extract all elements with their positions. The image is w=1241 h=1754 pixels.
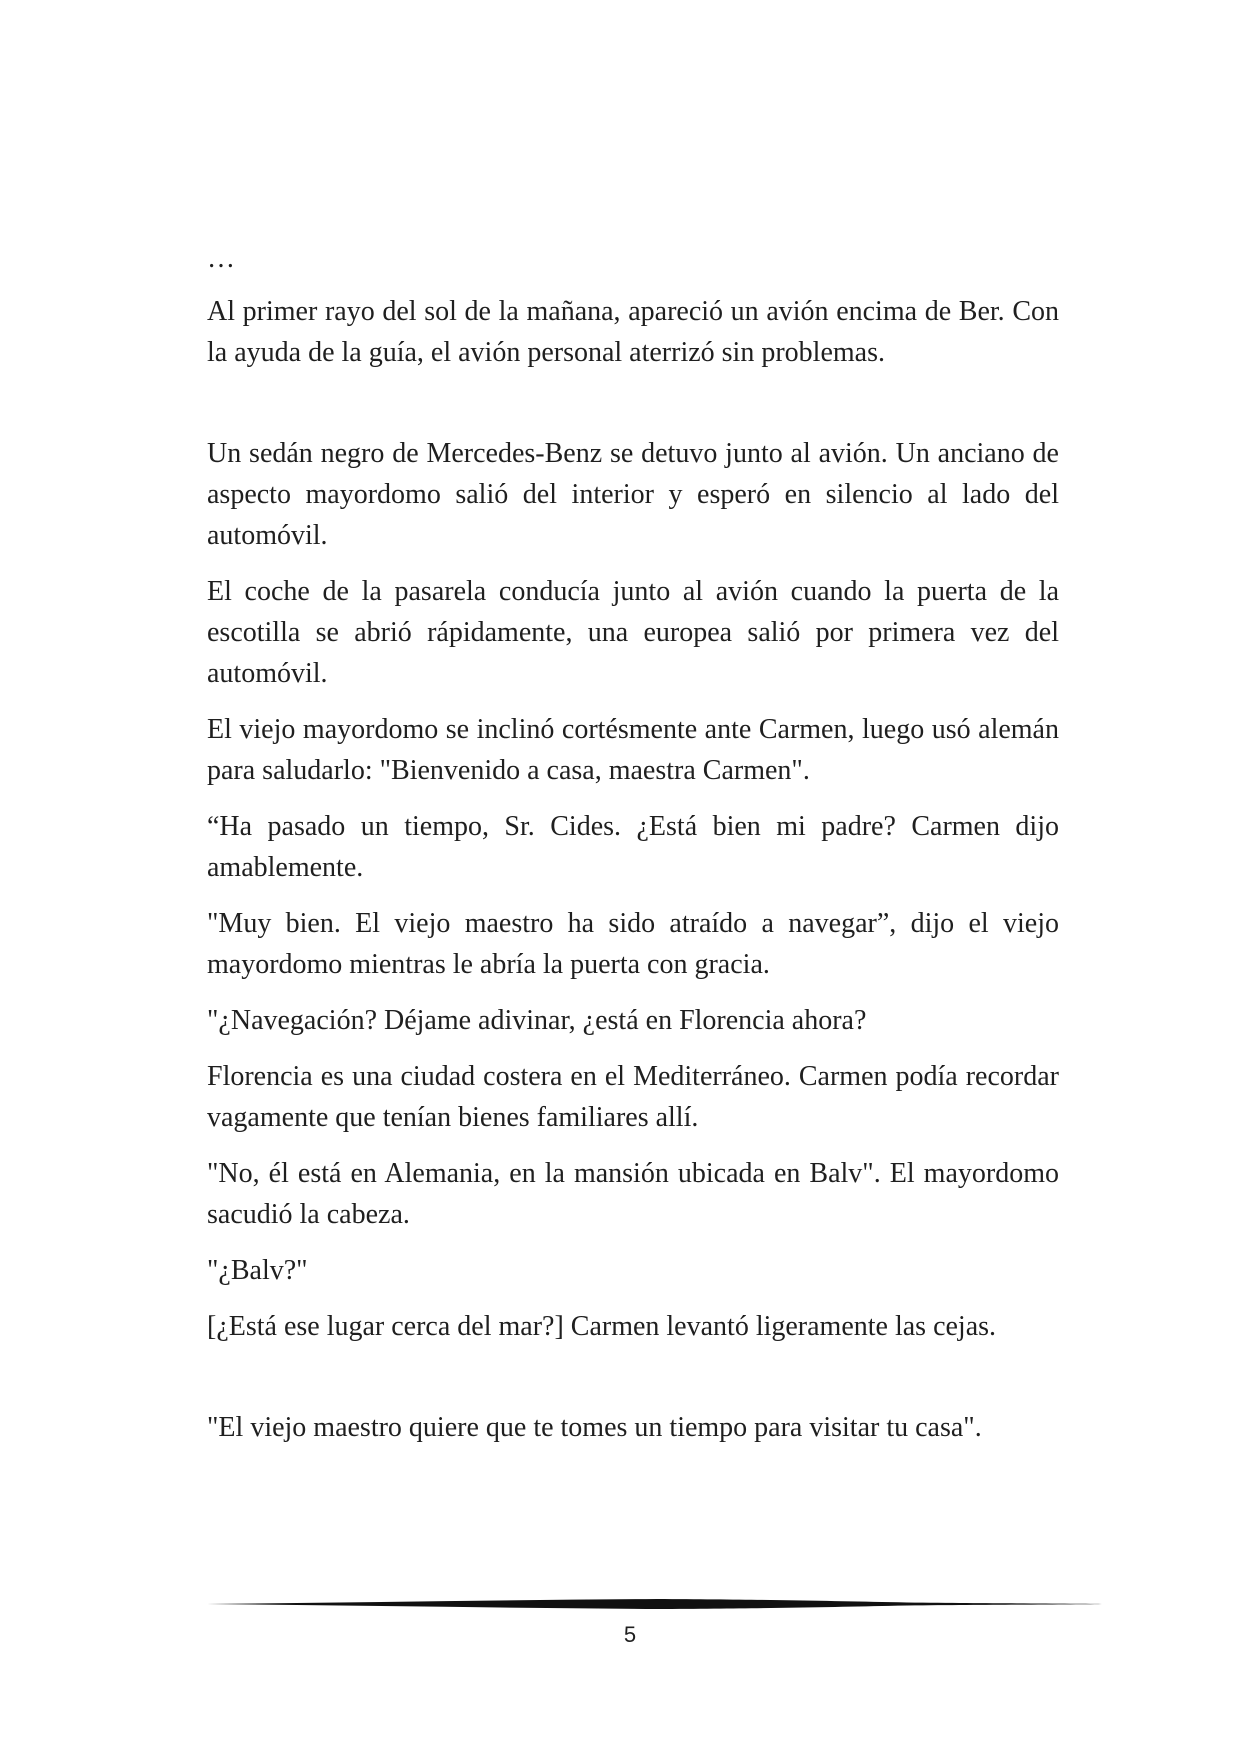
paragraph-6: "Muy bien. El viejo maestro ha sido atraído a navegar”, dijo el viejo mayordomo mientras le abría la puerta con gracia. [207, 908, 1059, 980]
paragraph-8: Florencia es una ciudad costera en el Mediterráneo. Carmen podía recordar vagamente que tenían bienes familiares allí. [207, 1061, 1059, 1133]
paragraph-2: Un sedán negro de Mercedes-Benz se detuvo junto al avión. Un anciano de aspecto mayordomo salió del interior y esperó en silencio al lado del automóvil. [207, 438, 1059, 551]
paragraph-9: "No, él está en Alemania, en la mansión ubicada en Balv". El mayordomo sacudió la cabeza. [207, 1158, 1059, 1230]
page-number: 5 [623, 1622, 637, 1647]
paragraph-10: "¿Balv?" [207, 1255, 308, 1286]
paragraph-12: "El viejo maestro quiere que te tomes un tiempo para visitar tu casa". [207, 1412, 982, 1443]
ellipsis-paragraph: … [207, 243, 235, 274]
paragraph-11: [¿Está ese lugar cerca del mar?] Carmen levantó ligeramente las cejas. [207, 1311, 997, 1342]
paragraph-4: El viejo mayordomo se inclinó cortésmente ante Carmen, luego usó alemán para saludarlo: "Bienvenido a casa, maestra Carmen". [207, 714, 1059, 786]
footer-divider [207, 1598, 1105, 1610]
paragraph-7: "¿Navegación? Déjame adivinar, ¿está en Florencia ahora? [207, 1005, 867, 1036]
paragraph-5: “Ha pasado un tiempo, Sr. Cides. ¿Está bien mi padre? Carmen dijo amablemente. [207, 811, 1059, 883]
body-text [207, 238, 1059, 1463]
paragraph-1: Al primer rayo del sol de la mañana, apareció un avión encima de Ber. Con la ayuda de la guía, el avión personal aterrizó sin problemas. [207, 296, 1059, 368]
paragraph-3: El coche de la pasarela conducía junto al avión cuando la puerta de la escotilla se abrió rápidamente, una europea salió por primera vez del automóvil. [207, 576, 1059, 689]
